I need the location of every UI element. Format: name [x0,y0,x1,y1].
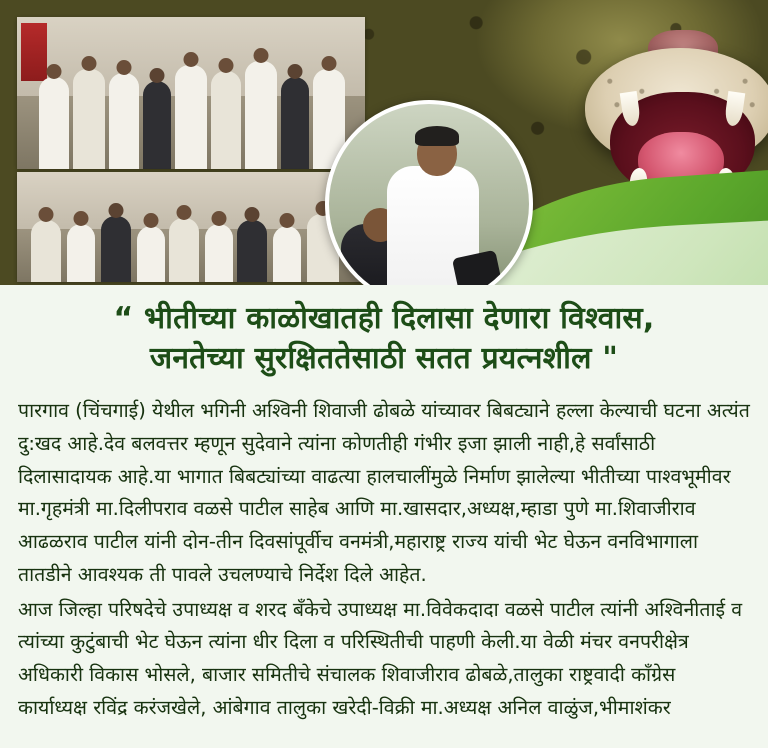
standing-leader-hair [415,126,459,146]
article-paragraph-1: पारगाव (चिंचगाई) येथील भगिनी अश्विनी शिवाजी ढोबळे यांच्यावर बिबट्याने हल्ला केल्याची घटना अत्यंत दु:खद आहे.देव बलवत्तर म्हणून सुदेवाने त्यांना कोणतीही गंभीर इजा झाली नाही,हे सर्वांसाठी दिलासादायक आहे.या भागात बिबट्यांच्या वाढत्या हालचालींमुळे निर्माण झालेल्या भीतीच्या पाश्वभूमीवर मा.गृहमंत्री मा.दिलीपराव वळसे पाटील साहेब आणि मा.खासदार,अध्यक्ष,म्हाडा पुणे मा.शिवाजीराव आढळराव पाटील यांनी दोन-तीन दिवसांपूर्वीच वनमंत्री,महाराष्ट्र राज्य यांची भेट घेऊन वनविभागाला तातडीने आवश्यक ती पावले उचलण्याचे निर्देश दिले आहेत. [18,399,750,586]
meeting-hall-photo-bottom [17,172,365,282]
headline-line-2: जनतेच्या सुरक्षिततेसाठी सतत प्रयत्नशील " [149,340,619,376]
photo-people-group [17,17,365,169]
meeting-hall-photo-top [17,17,365,169]
headline-line-1: “ भीतीच्या काळोखातही दिलासा देणारा विश्वास, [113,301,655,336]
page-title [16,299,752,378]
article-body [18,395,750,725]
divider [16,384,752,385]
article-content [0,285,768,727]
article-paragraph-2: आज जिल्हा परिषदेचे उपाध्यक्ष व शरद बँकेचे उपाध्यक्ष मा.विवेकदादा वळसे पाटील त्यांनी अश्विनीताई व त्यांच्या कुटुंबाची भेट घेऊन त्यांना धीर दिला व परिस्थितीची पाहणी केली.या वेळी मंचर वनपरीक्षेत्र अधिकारी विकास भोसले, बाजार समितीचे संचालक शिवाजीराव ढोबळे,तालुका राष्ट्रवादी काँग्रेस कार्याध्यक्ष रविंद्र करंजखेले, आंबेगाव तालुका खरेदी-विक्री मा.अध्यक्ष अनिल वाळुंज,भीमाशंकर [18,597,743,719]
hero-image-band [0,0,768,285]
photo-people-group [17,172,365,282]
